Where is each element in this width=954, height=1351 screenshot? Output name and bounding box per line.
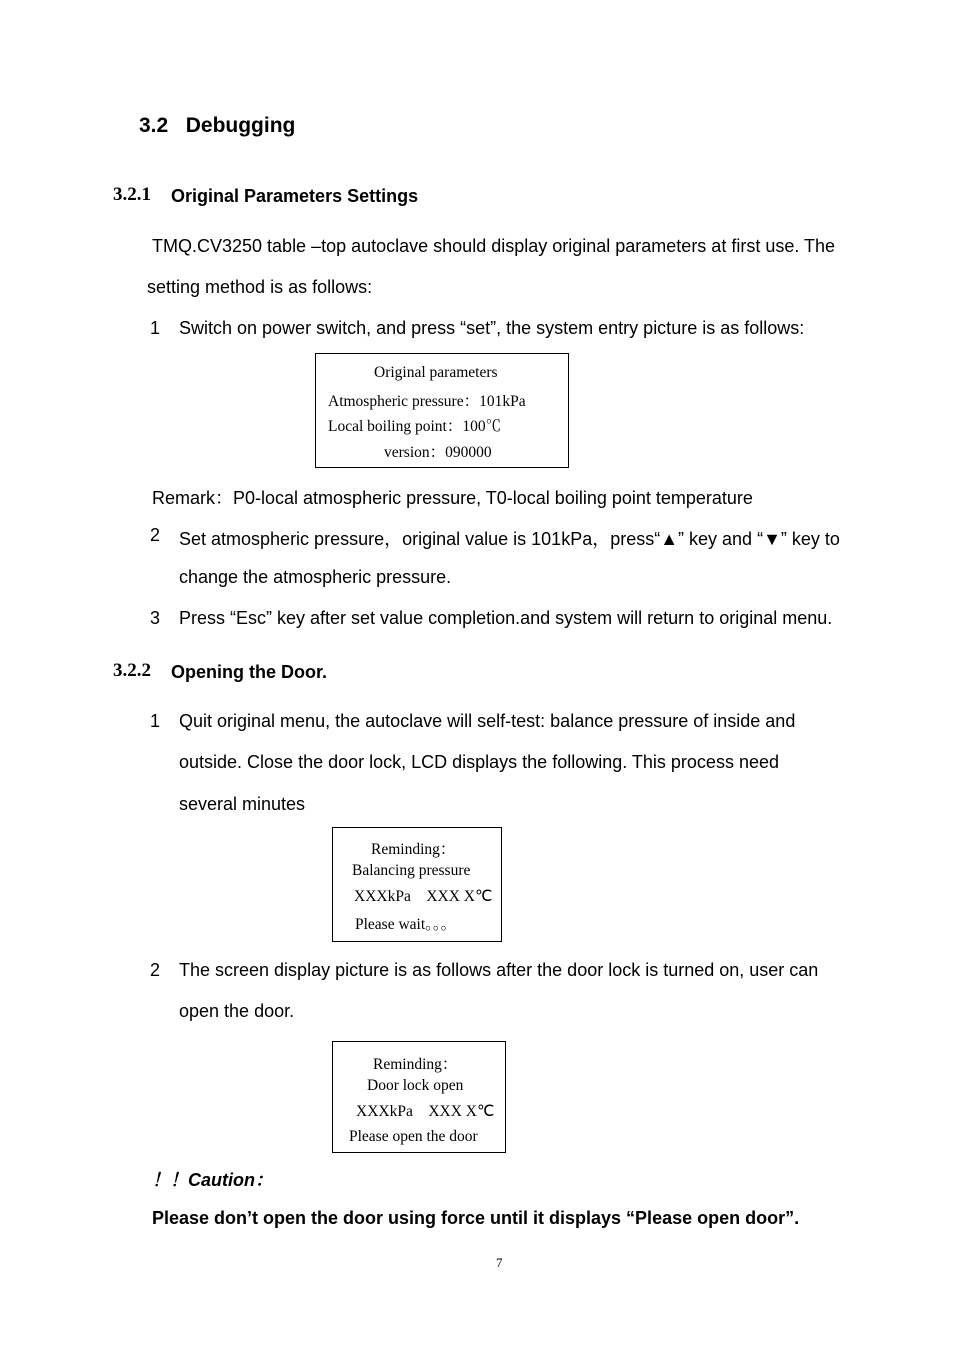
caution-label: ！！Caution：	[152, 1170, 273, 1190]
step-number: 3	[150, 608, 161, 628]
lcd-line: Balancing pressure	[352, 862, 471, 879]
step-text: Quit original menu, the autoclave will self-test: balance pressure of inside and	[179, 711, 796, 731]
step-text-continued: open the door.	[179, 1001, 295, 1021]
step-text: Switch on power switch, and press “set”, the system entry picture is as follows:	[179, 318, 805, 338]
step-text-continued: outside. Close the door lock, LCD displays the following. This process need	[179, 752, 779, 772]
lcd-line: XXXkPa XXX X℃	[354, 888, 493, 905]
lcd-line: XXXkPa XXX X℃	[356, 1103, 495, 1120]
caution-text: Please don’t open the door using force until it displays “Please open door”.	[152, 1208, 800, 1228]
subsection-number-2: 3.2.2	[113, 660, 151, 681]
lcd-line: Local boiling point：100℃	[328, 418, 502, 435]
section-number: 3.2	[139, 114, 169, 137]
step-text-continued: several minutes	[179, 794, 306, 814]
step-number: 2	[150, 525, 161, 545]
subsection-title-1: Original Parameters Settings	[171, 186, 419, 206]
step-text: Set atmospheric pressure，original value is 101kPa，press“▲” key and “▼” key to	[179, 529, 840, 549]
lcd-line: Please wait。。。	[355, 916, 457, 933]
subsection-number-1: 3.2.1	[113, 184, 151, 205]
step-text: The screen display picture is as follows after the door lock is turned on, user can	[179, 960, 819, 980]
intro-line-1: TMQ.CV3250 table –top autoclave should display original parameters at first use. The	[152, 236, 836, 256]
step-number: 1	[150, 711, 161, 731]
page-number: 7	[496, 1255, 503, 1270]
section-heading	[139, 114, 295, 138]
subsection-title-2: Opening the Door.	[171, 662, 327, 682]
intro-line-2: setting method is as follows:	[147, 277, 373, 297]
lcd-line: Reminding：	[371, 841, 456, 858]
step-number: 2	[150, 960, 161, 980]
lcd-line: Door lock open	[367, 1077, 464, 1094]
lcd-display-door-lock-open	[332, 1041, 506, 1153]
lcd-line: Reminding：	[373, 1056, 458, 1073]
step-text-continued: change the atmospheric pressure.	[179, 567, 452, 587]
step-number: 1	[150, 318, 161, 338]
remark-text: Remark：P0-local atmospheric pressure, T0-local boiling point temperature	[152, 488, 753, 508]
lcd-line: Please open the door	[349, 1128, 478, 1145]
lcd-display-balancing-pressure	[332, 827, 502, 942]
section-title: Debugging	[185, 114, 296, 137]
lcd-line: version：090000	[384, 444, 492, 461]
lcd-display-original-parameters	[315, 353, 569, 468]
lcd-line: Atmospheric pressure：101kPa	[328, 393, 526, 410]
lcd-line: Original parameters	[374, 364, 498, 381]
step-text: Press “Esc” key after set value completion.and system will return to original menu.	[179, 608, 833, 628]
